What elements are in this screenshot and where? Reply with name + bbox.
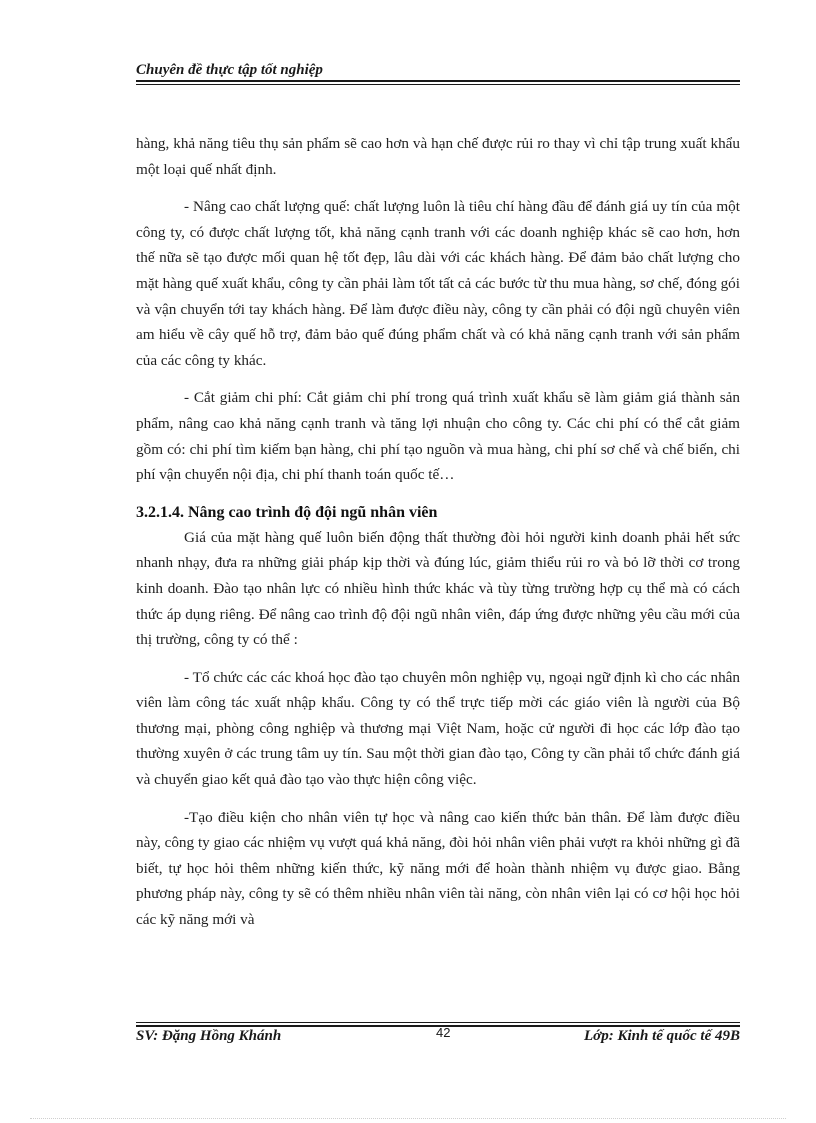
paragraph-quality: - Nâng cao chất lượng quế: chất lượng luôn là tiêu chí hàng đầu để đánh giá uy tín của một công ty, có được chất lượng tốt, khả năng cạnh tranh với các doanh nghiệp khác sẽ cao hơn, hơn thế nữa sẽ tạo được mối quan hệ tốt đẹp, lâu dài với các khách hàng. Để đảm bảo chất lượng cho mặt hàng quế xuất khẩu, công ty cần phải làm tốt tất cả các bước từ thu mua hàng, sơ chế, đóng gói và vận chuyển tới tay khách hàng. Để làm được điều này, công ty cần phải có đội ngũ chuyên viên am hiểu về cây quế hỗ trợ, đảm bảo quế đúng phẩm chất và có khả năng cạnh tranh với sản phẩm của các công ty khác.	[136, 198, 740, 369]
paragraph-self-study: -Tạo điều kiện cho nhân viên tự học và nâng cao kiến thức bản thân. Để làm được điều này, công ty giao các nhiệm vụ vượt quá khả năng, đòi hỏi nhân viên phải vượt ra khỏi những gì đã biết, tự học hỏi thêm những kiến thức, kỹ năng mới để hoàn thành nhiệm vụ được giao. Bằng phương pháp này, công ty sẽ có thêm nhiều nhân viên tài năng, còn nhân viên lại có cơ hội học hỏi các kỹ năng mới và	[136, 808, 740, 929]
paragraph-training: - Tổ chức các các khoá học đào tạo chuyên môn nghiệp vụ, ngoại ngữ định kì cho các nhân viên làm công tác xuất nhập khẩu. Công ty có thể trực tiếp mời các giáo viên là người của Bộ thương mại, phòng công nghiệp và thương mại Việt Nam, hoặc cử người đi học các lớp đào tạo thường xuyên ở các trung tâm uy tín. Sau một thời gian đào tạo, Công ty cần phải tổ chức đánh giá và chuyển giao kết quả đào tạo vào thực hiện công việc.	[136, 668, 740, 789]
header-rule	[136, 80, 740, 82]
footer-class: Lớp: Kinh tế quốc tế 49B	[584, 1028, 740, 1044]
header-rule-thin	[136, 84, 740, 85]
page-number: 42	[436, 1025, 451, 1040]
footer-rule	[136, 1022, 740, 1023]
paragraph-cost: - Cắt giảm chi phí: Cắt giảm chi phí trong quá trình xuất khẩu sẽ làm giảm giá thành sản phẩm, nâng cao khả năng cạnh tranh và tăng lợi nhuận cho công ty. Các chi phí có thể cắt giảm gồm có: chi phí tìm kiếm bạn hàng, chi phí tạo nguồn và mua hàng, chi phí sơ chế và chế biến, chi phí vận chuyển nội địa, chi phí thanh toán quốc tế…	[136, 389, 740, 484]
body-text	[136, 131, 740, 933]
section-heading: 3.2.1.4. Nâng cao trình độ đội ngũ nhân viên	[136, 503, 438, 521]
paragraph-continuation: hàng, khả năng tiêu thụ sản phẩm sẽ cao hơn và hạn chế được rủi ro thay vì chỉ tập trung xuất khẩu một loại quế nhất định.	[136, 135, 740, 178]
page-bottom-border	[30, 1118, 786, 1119]
footer-student: SV: Đặng Hồng Khánh	[136, 1028, 282, 1044]
paragraph-staff-intro: Giá của mặt hàng quế luôn biến động thất thường đòi hỏi người kinh doanh phải hết sức nhanh nhạy, đưa ra những giải pháp kịp thời và đúng lúc, giảm thiểu rủi ro và bỏ lỡ thời cơ trong kinh doanh. Đào tạo nhân lực có nhiều hình thức khác và tùy từng trường hợp cụ thể mà có cách thức áp dụng riêng. Để nâng cao trình độ đội ngũ nhân viên, đáp ứng được những yêu cầu mới của thị trường, công ty có thể :	[136, 528, 740, 649]
header-title: Chuyên đề thực tập tốt nghiệp	[136, 62, 323, 78]
